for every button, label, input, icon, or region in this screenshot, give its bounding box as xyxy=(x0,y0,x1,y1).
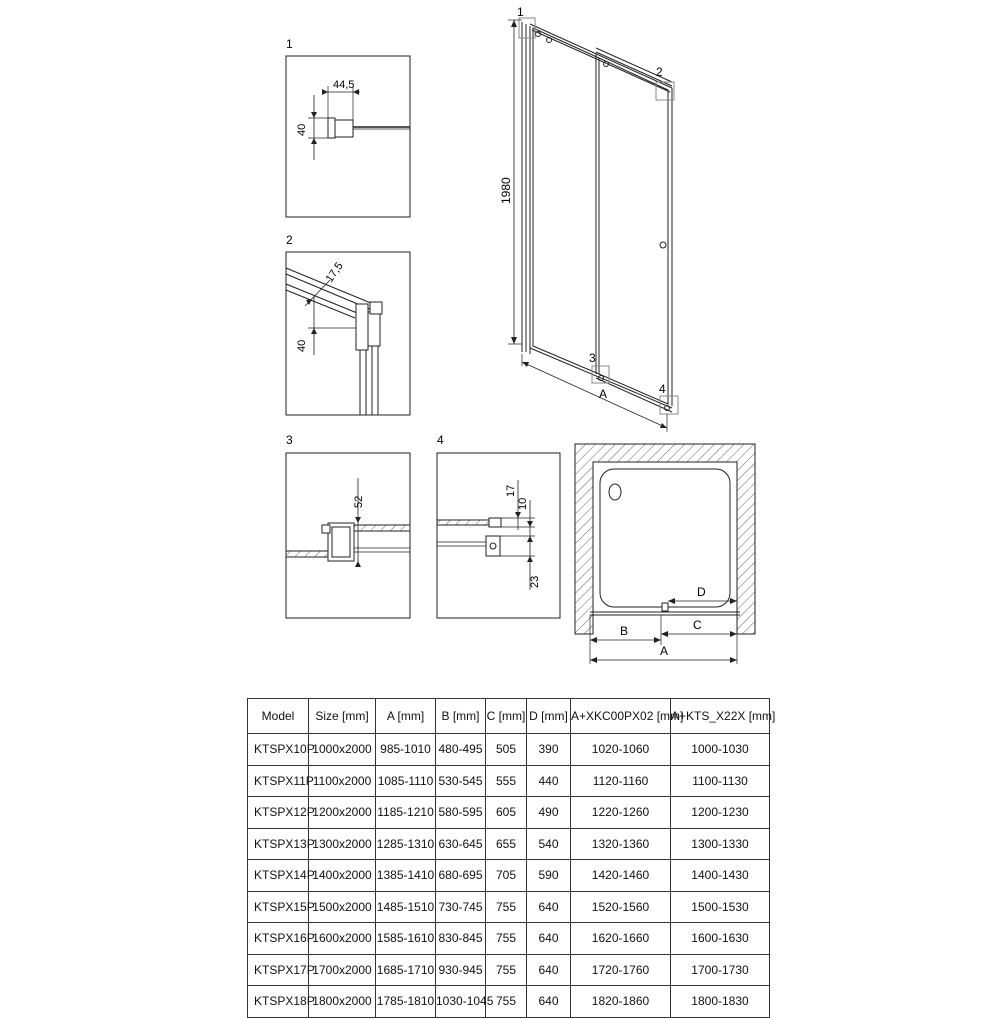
table-cell: 1320-1360 xyxy=(571,828,671,860)
table-cell: 1400x2000 xyxy=(309,860,376,892)
table-cell: 1700x2000 xyxy=(309,954,376,986)
table-cell: 1030-1045 xyxy=(436,986,486,1018)
column-header: A+XKC00PX02 [mm] xyxy=(571,699,671,734)
dim-height-label: 40 xyxy=(296,339,308,352)
glass-section xyxy=(354,525,410,531)
table-cell: 1300-1330 xyxy=(671,828,770,860)
callout-3: 3 xyxy=(589,351,596,365)
dim-height-label: 40 xyxy=(296,123,308,136)
table-cell: 655 xyxy=(486,828,527,860)
dim-b-label: B xyxy=(620,624,629,638)
table-cell: 440 xyxy=(527,765,571,797)
roller-icon xyxy=(547,38,552,43)
dim-a-label: A xyxy=(660,644,669,658)
table-cell: 630-645 xyxy=(436,828,486,860)
table-cell: KTSPX10P xyxy=(248,734,309,766)
table-cell: 1020-1060 xyxy=(571,734,671,766)
table-cell: KTSPX12P xyxy=(248,797,309,829)
column-header: A [mm] xyxy=(376,699,436,734)
table-cell: 1100x2000 xyxy=(309,765,376,797)
corner-bracket xyxy=(368,312,380,346)
table-row xyxy=(248,923,770,955)
detail-3 xyxy=(286,433,410,618)
table-row xyxy=(248,986,770,1018)
detail-1 xyxy=(286,37,410,217)
table-cell: 605 xyxy=(486,797,527,829)
detail-4-label: 4 xyxy=(437,433,444,447)
height-1980-label: 1980 xyxy=(499,177,513,204)
callout-box-4 xyxy=(660,396,678,414)
arrow-icon xyxy=(511,20,517,27)
arrow-icon xyxy=(355,561,361,567)
arrow-icon xyxy=(527,536,533,542)
arrow-icon xyxy=(322,89,328,95)
table-cell: 1800-1830 xyxy=(671,986,770,1018)
table-cell: 755 xyxy=(486,891,527,923)
table-cell: 590 xyxy=(527,860,571,892)
table-cell: 1100-1130 xyxy=(671,765,770,797)
column-header: Size [mm] xyxy=(309,699,376,734)
table-row xyxy=(248,828,770,860)
table-cell: 1585-1610 xyxy=(376,923,436,955)
main-view xyxy=(499,5,678,432)
column-header: Model xyxy=(248,699,309,734)
handle-cap xyxy=(322,525,330,533)
table-cell: 1085-1110 xyxy=(376,765,436,797)
table-cell: 680-695 xyxy=(436,860,486,892)
table-cell: 640 xyxy=(527,954,571,986)
roller-profile xyxy=(486,536,500,556)
detail-2-frame xyxy=(286,252,410,415)
callout-2: 2 xyxy=(656,65,663,79)
arrow-icon xyxy=(311,328,317,334)
table-row xyxy=(248,891,770,923)
arrow-icon xyxy=(660,423,667,428)
table-cell: 540 xyxy=(527,828,571,860)
dim-d-label: D xyxy=(697,585,706,599)
corner-bracket xyxy=(370,302,382,314)
detail-4 xyxy=(437,433,560,618)
table-cell: 930-945 xyxy=(436,954,486,986)
table-cell: 580-595 xyxy=(436,797,486,829)
arrow-icon xyxy=(311,138,317,144)
arrow-icon xyxy=(355,517,361,523)
table-cell: KTSPX18P xyxy=(248,986,309,1018)
table-cell: 1420-1460 xyxy=(571,860,671,892)
top-rail xyxy=(530,24,672,88)
table-cell: 505 xyxy=(486,734,527,766)
arrow-icon xyxy=(527,556,533,562)
arrow-icon xyxy=(515,512,521,518)
detail-2 xyxy=(286,233,410,415)
arrow-icon xyxy=(730,631,737,637)
table-cell: 1285-1310 xyxy=(376,828,436,860)
table-cell: 730-745 xyxy=(436,891,486,923)
arrow-icon xyxy=(511,337,517,344)
detail-1-label: 1 xyxy=(286,37,293,51)
top-rail xyxy=(532,30,670,92)
table-cell: 1785-1810 xyxy=(376,986,436,1018)
arrow-icon xyxy=(311,112,317,118)
table-cell: KTSPX16P xyxy=(248,923,309,955)
width-a-label: A xyxy=(599,387,608,401)
arrow-icon xyxy=(590,657,597,663)
table-cell: 1400-1430 xyxy=(671,860,770,892)
table-cell: KTSPX17P xyxy=(248,954,309,986)
plan-view xyxy=(575,444,755,664)
table-cell: 1700-1730 xyxy=(671,954,770,986)
dim-height-label: 52 xyxy=(353,495,365,508)
table-cell: 1185-1210 xyxy=(376,797,436,829)
callout-4: 4 xyxy=(659,382,666,396)
column-header: D [mm] xyxy=(527,699,571,734)
sliding-glass-panel xyxy=(599,58,668,404)
column-header: C [mm] xyxy=(486,699,527,734)
glass-clip xyxy=(489,518,501,527)
table-cell: 1485-1510 xyxy=(376,891,436,923)
table-cell: 390 xyxy=(527,734,571,766)
corner-bracket xyxy=(356,304,368,350)
table-cell: 705 xyxy=(486,860,527,892)
arrow-icon xyxy=(654,637,661,643)
table-cell: 1500x2000 xyxy=(309,891,376,923)
table-cell: 755 xyxy=(486,986,527,1018)
glass-section xyxy=(437,520,489,525)
callout-1: 1 xyxy=(517,5,524,19)
rail-line xyxy=(286,284,362,315)
table-row xyxy=(248,734,770,766)
table-cell: 1385-1410 xyxy=(376,860,436,892)
table-cell: 640 xyxy=(527,923,571,955)
table-cell: 555 xyxy=(486,765,527,797)
column-header: A+KTS_X22X [mm] xyxy=(671,699,770,734)
table-cell: 1820-1860 xyxy=(571,986,671,1018)
arrow-icon xyxy=(730,657,737,663)
fixed-glass-panel xyxy=(533,28,599,374)
table-cell: 1120-1160 xyxy=(571,765,671,797)
table-row xyxy=(248,860,770,892)
table-cell: 1720-1760 xyxy=(571,954,671,986)
wall-profile-cap xyxy=(335,120,353,137)
column-header: B [mm] xyxy=(436,699,486,734)
arrow-icon xyxy=(522,362,529,367)
table-cell: 1685-1710 xyxy=(376,954,436,986)
table-cell: 480-495 xyxy=(436,734,486,766)
arrow-icon xyxy=(590,637,597,643)
dim-gap-label: 17,5 xyxy=(323,260,346,285)
table-cell: 830-845 xyxy=(436,923,486,955)
arrow-icon xyxy=(527,521,533,527)
handle-icon xyxy=(660,242,666,248)
table-cell: 1620-1660 xyxy=(571,923,671,955)
dim-23-label: 23 xyxy=(529,575,541,588)
dim-width-label: 44,5 xyxy=(333,79,355,91)
table-cell: 490 xyxy=(527,797,571,829)
dimensions-table xyxy=(247,698,776,1018)
table-cell: 1600-1630 xyxy=(671,923,770,955)
table-row xyxy=(248,797,770,829)
detail-2-label: 2 xyxy=(286,233,293,247)
table-cell: 1200x2000 xyxy=(309,797,376,829)
table-cell: 640 xyxy=(527,891,571,923)
detail-3-label: 3 xyxy=(286,433,293,447)
table-cell: 1000x2000 xyxy=(309,734,376,766)
table-cell: 1500-1530 xyxy=(671,891,770,923)
dim-c-label: C xyxy=(693,618,702,632)
table-cell: KTSPX11P xyxy=(248,765,309,797)
dim-17-label: 17 xyxy=(505,484,517,497)
table-cell: KTSPX13P xyxy=(248,828,309,860)
table-cell: 530-545 xyxy=(436,765,486,797)
table-cell: 1520-1560 xyxy=(571,891,671,923)
wall-profile xyxy=(328,118,335,138)
table-cell: 1000-1030 xyxy=(671,734,770,766)
table-cell: 1600x2000 xyxy=(309,923,376,955)
table-cell: 1200-1230 xyxy=(671,797,770,829)
table-cell: 640 xyxy=(527,986,571,1018)
table-cell: 755 xyxy=(486,954,527,986)
dim-10-label: 10 xyxy=(517,497,529,510)
arrow-icon xyxy=(661,631,668,637)
table-header-row xyxy=(248,699,770,734)
table-cell: KTSPX14P xyxy=(248,860,309,892)
glass-section xyxy=(286,551,328,557)
table-cell: 985-1010 xyxy=(376,734,436,766)
table-cell: 1220-1260 xyxy=(571,797,671,829)
table-row xyxy=(248,954,770,986)
table-body xyxy=(248,734,770,1018)
table-row xyxy=(248,765,770,797)
rail-line xyxy=(286,290,355,318)
table-cell: 755 xyxy=(486,923,527,955)
table-cell: 1800x2000 xyxy=(309,986,376,1018)
handle-profile xyxy=(332,527,350,557)
table-cell: KTSPX15P xyxy=(248,891,309,923)
door-handle xyxy=(662,603,668,611)
table-cell: 1300x2000 xyxy=(309,828,376,860)
